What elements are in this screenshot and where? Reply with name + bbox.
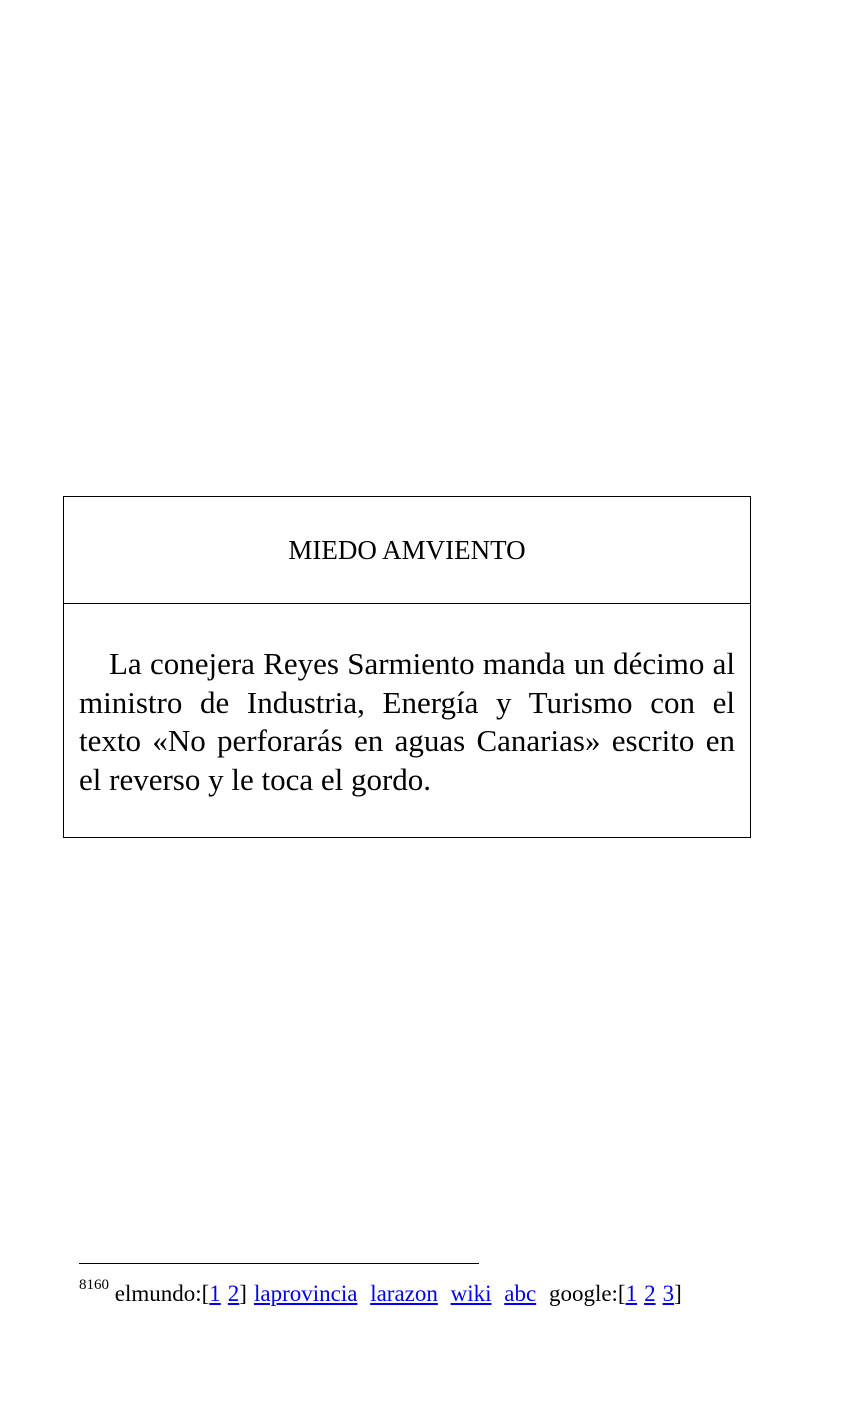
footnote-number: 8160: [79, 1277, 109, 1293]
wiki-link[interactable]: wiki: [450, 1281, 492, 1306]
elmundo-close-bracket: ]: [239, 1281, 247, 1306]
google-label: google:[: [548, 1281, 626, 1306]
google-link-1[interactable]: 1: [625, 1281, 638, 1306]
abc-link[interactable]: abc: [504, 1281, 537, 1306]
footnote: [79, 1277, 682, 1307]
box-title: MIEDO AMVIENTO: [64, 497, 750, 604]
google-close-bracket: ]: [674, 1281, 682, 1306]
google-link-2[interactable]: 2: [644, 1281, 656, 1306]
elmundo-link-1[interactable]: 1: [209, 1281, 221, 1306]
footnote-rule: [79, 1263, 479, 1264]
elmundo-link-2[interactable]: 2: [227, 1281, 240, 1306]
laprovincia-link[interactable]: laprovincia: [253, 1281, 358, 1306]
larazon-link[interactable]: larazon: [370, 1281, 438, 1306]
box-body-text: La conejera Reyes Sarmiento manda un décimo al ministro de Industria, Energía y Turismo con el texto «No perforarás en aguas Canarias» escrito en el reverso y le toca el gordo.: [79, 646, 735, 797]
elmundo-label: elmundo:[: [114, 1281, 210, 1306]
joke-box: [63, 496, 751, 838]
google-link-3[interactable]: 3: [662, 1281, 675, 1306]
